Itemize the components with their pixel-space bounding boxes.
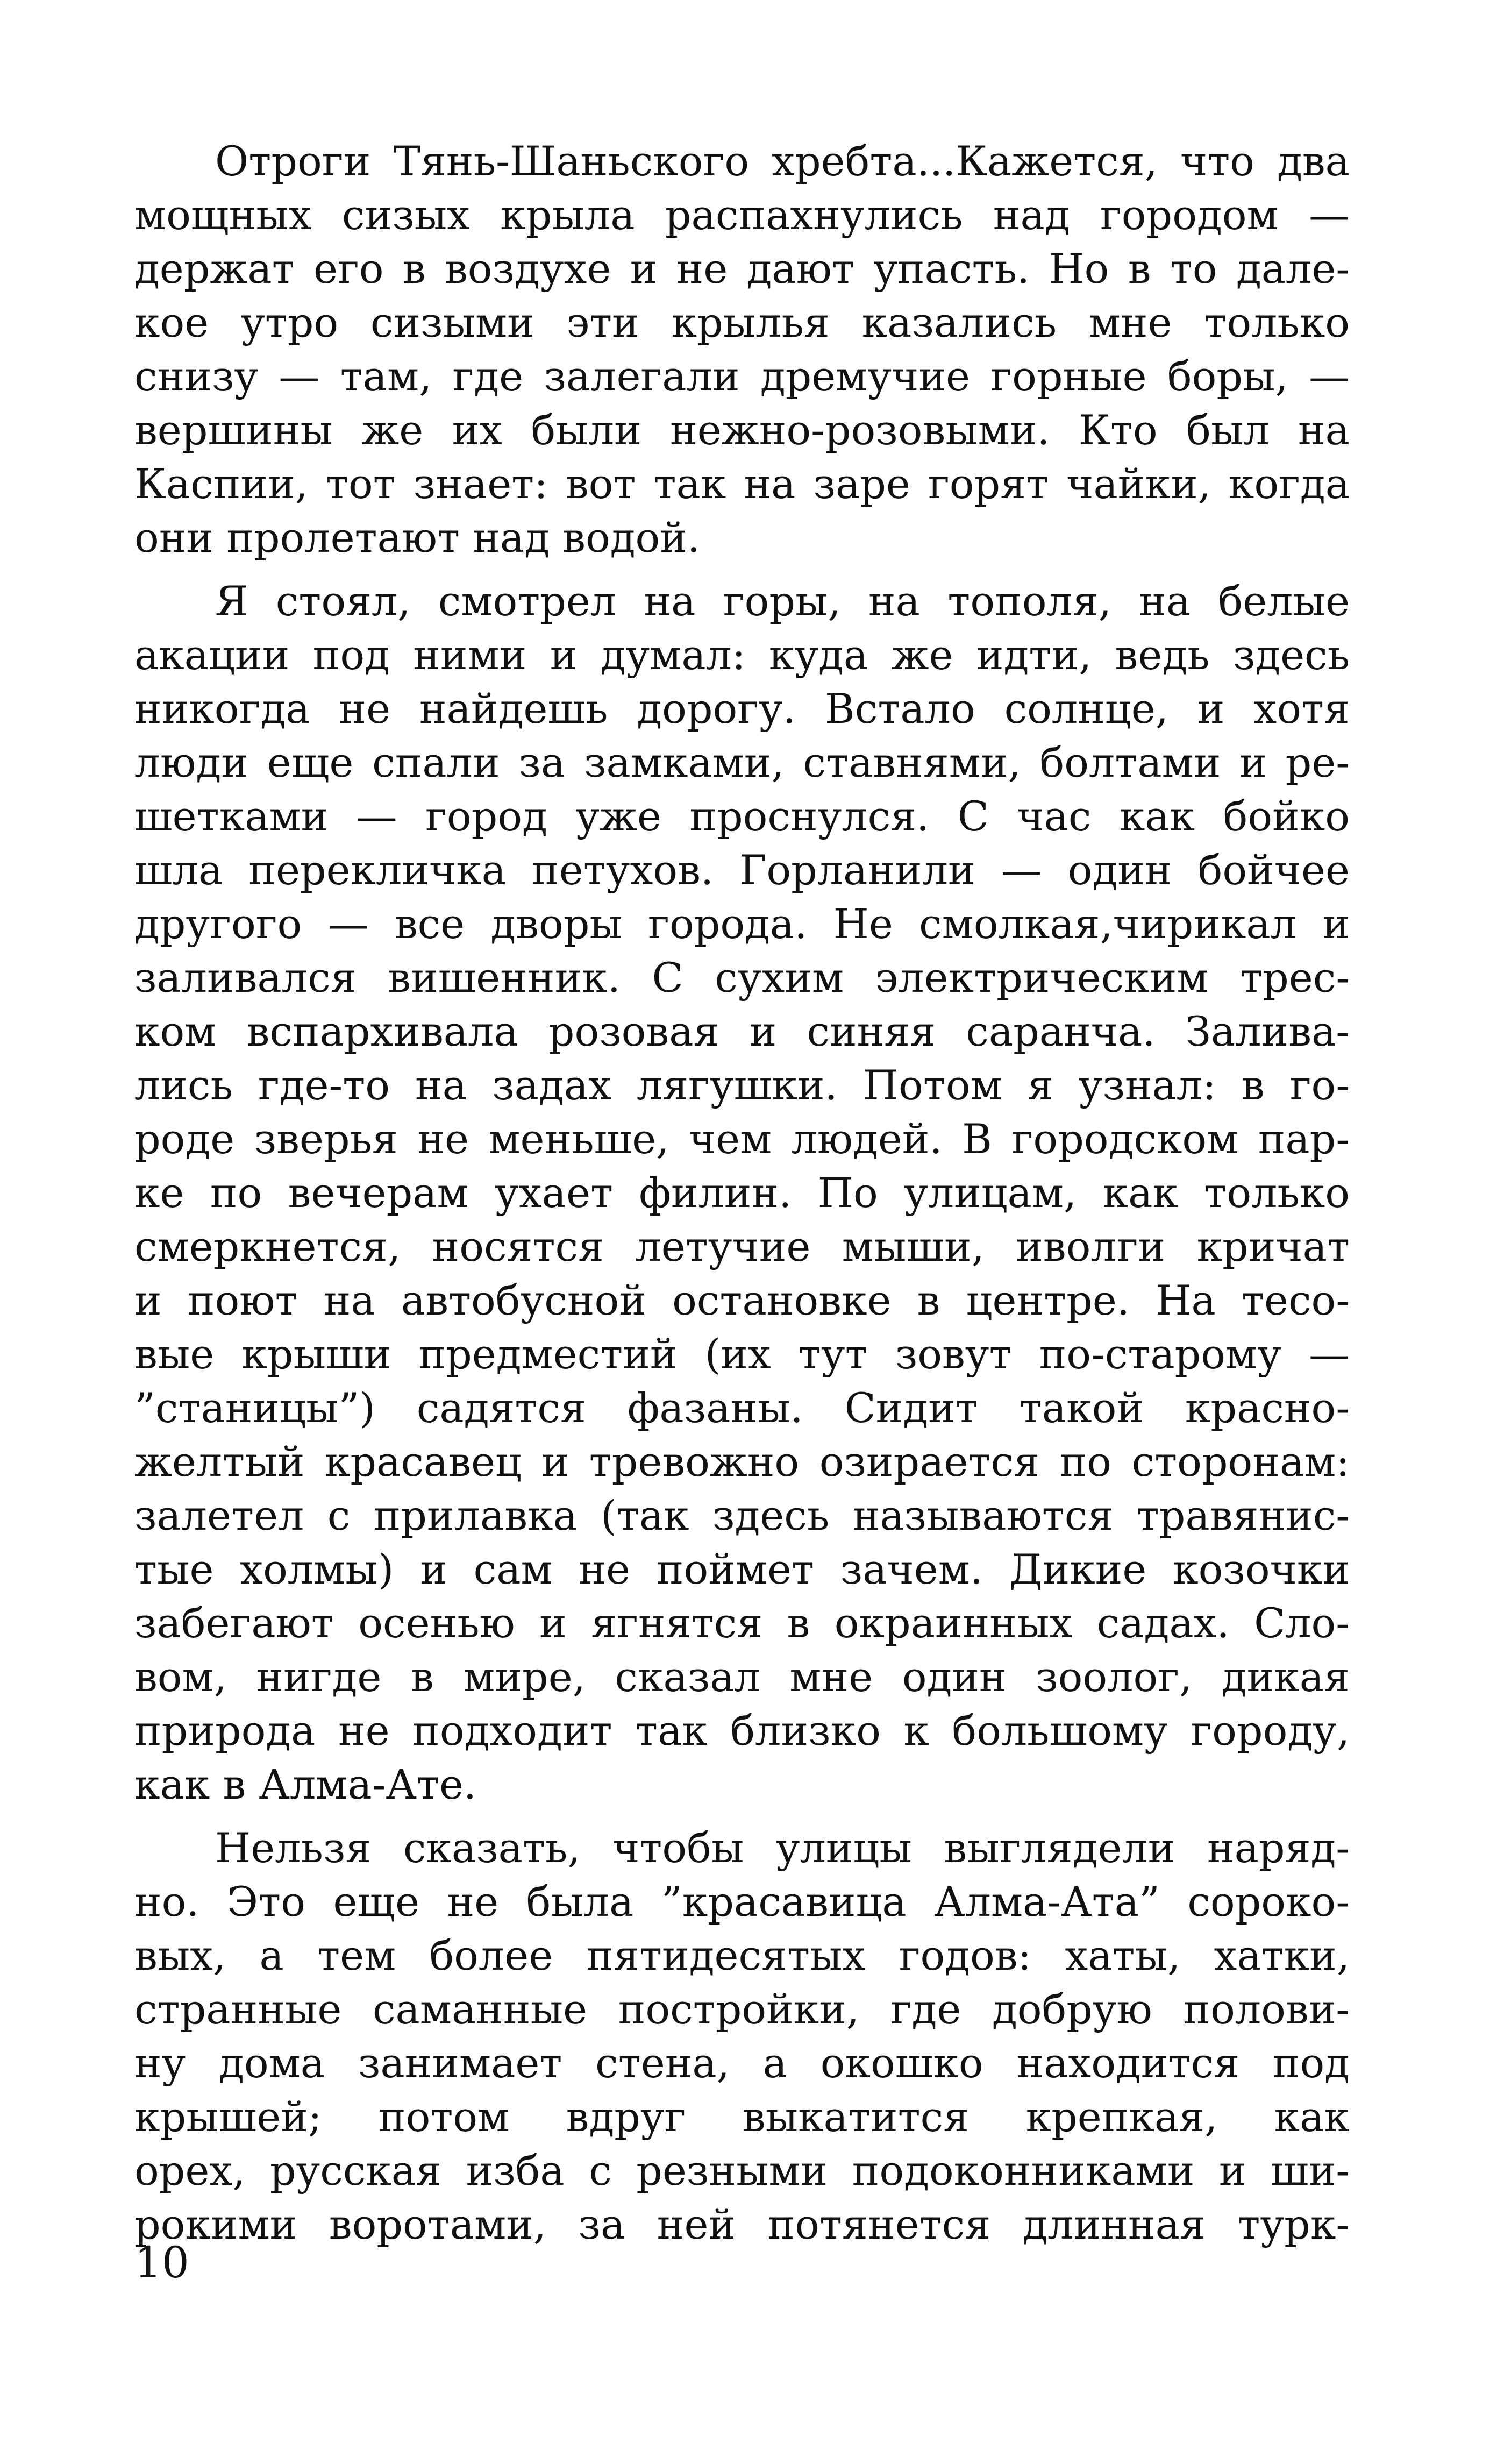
text-line: ком вспархивала розовая и синяя саранча. Залива- [134, 1007, 1350, 1055]
text-line: Я стоял, смотрел на горы, на тополя, на белые [215, 577, 1350, 625]
text-line: роде зверья не меньше, чем людей. В городском пар- [134, 1115, 1350, 1163]
text-line: заливался вишенник. С сухим электрическим трес- [134, 954, 1350, 1002]
text-line: Каспии, тот знает: вот так на заре горят чайки, когда [134, 460, 1350, 508]
text-line: шетками — город уже проснулся. С час как бойко [134, 792, 1350, 840]
text-line: ке по вечерам ухает филин. По улицам, как только [134, 1169, 1350, 1217]
text-line: орех, русская изба с резными подоконниками и ши- [134, 2147, 1350, 2195]
text-line: люди еще спали за замками, ставнями, болтами и ре- [134, 739, 1350, 786]
text-line: крышей; потом вдруг выкатится крепкая, как [134, 2093, 1350, 2141]
text-line: акации под ними и думал: куда же идти, ведь здесь [134, 631, 1350, 679]
text-line: Нельзя сказать, чтобы улицы выглядели наряд- [215, 1824, 1350, 1872]
text-line: вершины же их были нежно-розовыми. Кто был на [134, 406, 1350, 454]
paragraph-3 [134, 1821, 1350, 2252]
page-text [134, 134, 1350, 2261]
text-line: природа не подходит так близко к большому городу, [134, 1707, 1350, 1755]
text-line: мощных сизых крыла распахнулись над городом — [134, 191, 1350, 239]
text-line: лись где-то на задах лягушки. Потом я узнал: в го- [134, 1061, 1350, 1109]
text-line: держат его в воздухе и не дают упасть. Но в то дале- [134, 245, 1350, 293]
text-line: кое утро сизыми эти крылья казались мне только [134, 299, 1350, 346]
text-line: другого — все дворы города. Не смолкая,чирикал и [134, 900, 1350, 948]
paragraph-1 [134, 134, 1350, 565]
text-line: вом, нигде в мире, сказал мне один зоолог, дикая [134, 1653, 1350, 1701]
text-line: Отроги Тянь-Шаньского хребта...Кажется, что два [215, 137, 1350, 185]
text-line: вых, а тем более пятидесятых годов: хаты, хатки, [134, 1932, 1350, 1979]
text-line: забегают осенью и ягнятся в окраинных садах. Сло- [134, 1599, 1350, 1647]
text-line: снизу — там, где залегали дремучие горные боры, — [134, 352, 1350, 400]
text-line: они пролетают над водой. [134, 514, 701, 562]
text-line: рокими воротами, за ней потянется длинная турк- [134, 2200, 1350, 2248]
text-line: смеркнется, носятся летучие мыши, иволги кричат [134, 1223, 1350, 1270]
text-line: но. Это еще не была ”красавица Алма-Ата” сороко- [134, 1878, 1350, 1926]
text-line: никогда не найдешь дорогу. Встало солнце, и хотя [134, 685, 1350, 733]
text-line: шла перекличка петухов. Горланили — один бойчее [134, 846, 1350, 894]
text-line: ну дома занимает стена, а окошко находится под [134, 2039, 1350, 2087]
page-number: 10 [134, 2238, 189, 2288]
text-line: как в Алма-Ате. [134, 1760, 477, 1808]
text-line: вые крыши предместий (их тут зовут по-старому — [134, 1330, 1350, 1378]
text-line: тые холмы) и сам не поймет зачем. Дикие козочки [134, 1545, 1350, 1593]
text-line: странные саманные постройки, где добрую полови- [134, 1985, 1350, 2033]
text-line: желтый красавец и тревожно озирается по сторонам: [134, 1438, 1350, 1486]
text-line: ”станицы”) садятся фазаны. Сидит такой красно- [134, 1384, 1350, 1432]
paragraph-2 [134, 574, 1350, 1812]
text-line: и поют на автобусной остановке в центре. На тесо- [134, 1276, 1350, 1324]
text-line: залетел с прилавка (так здесь называются травянис- [134, 1492, 1350, 1539]
